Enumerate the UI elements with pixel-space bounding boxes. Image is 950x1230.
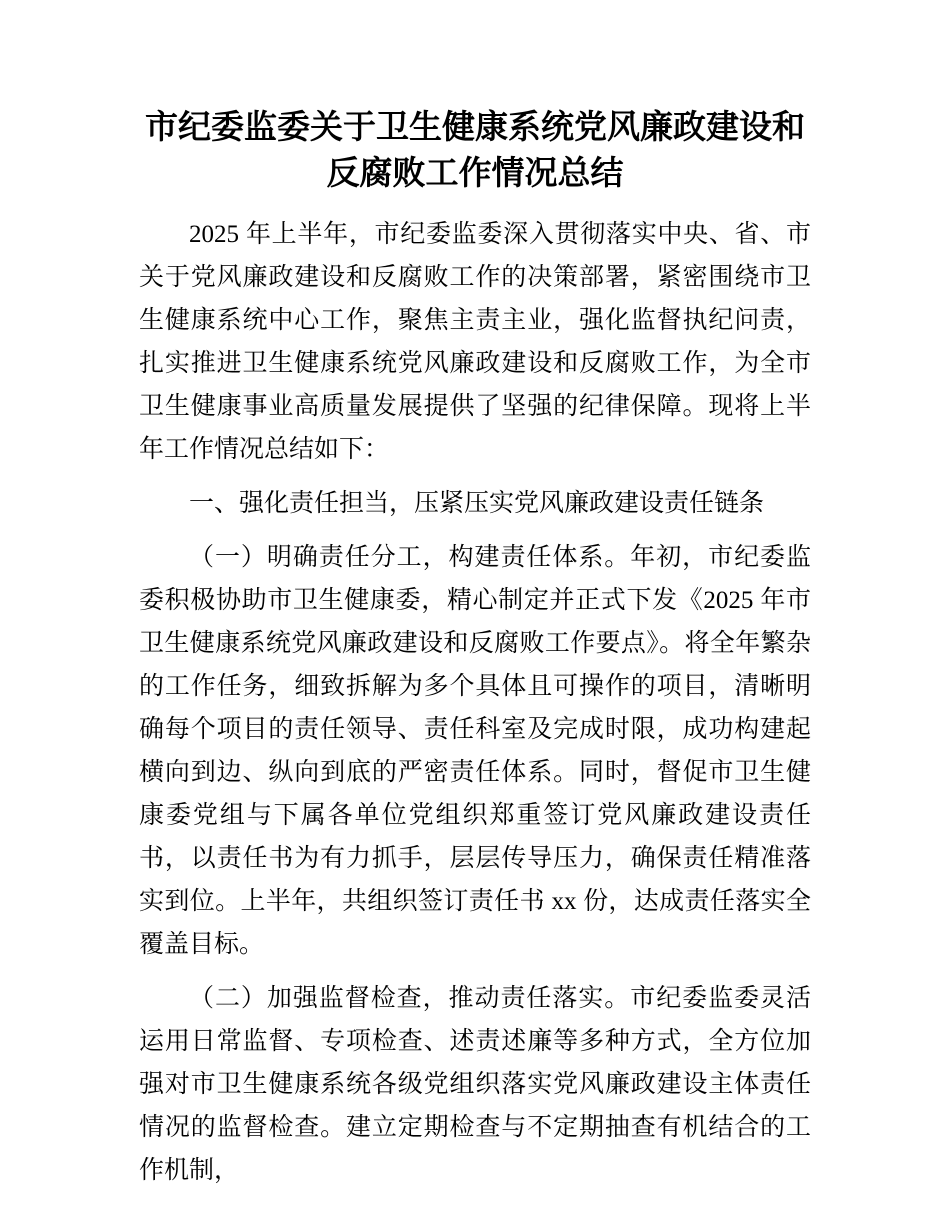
- section-heading-1: 一、强化责任担当，压紧压实党风廉政建设责任链条: [189, 490, 765, 517]
- paragraph-section-1-item-2: （二）加强监督检查，推动责任落实。市纪委监委灵活运用日常监督、专项检查、述责述廉等多种方式，全方位加强对市卫生健康系统各级党组织落实党风廉政建设主体责任情况的监督检查。建立定期检查与不定期抽查有机结合的工作机制，: [139, 985, 811, 1184]
- document-title: 市纪委监委关于卫生健康系统党风廉政建设和反腐败工作情况总结: [145, 108, 805, 191]
- paragraph-section-1-item-1: （一）明确责任分工，构建责任体系。年初，市纪委监委积极协助市卫生健康委，精心制定并正式下发《2025 年市卫生健康系统党风廉政建设和反腐败工作要点》。将全年繁杂的工作任务，细致拆解为多个具体且可操作的项目，清晰明确每个项目的责任领导、责任科室及完成时限，成功构建起横向到边、纵向到底的严密责任体系。同时，督促市卫生健康委党组与下属各单位党组织郑重签订党风廉政建设责任书，以责任书为有力抓手，层层传导压力，确保责任精准落实到位。上半年，共组织签订责任书 xx 份，达成责任落实全覆盖目标。: [139, 544, 811, 958]
- paragraph-intro: 2025 年上半年，市纪委监委深入贯彻落实中央、省、市关于党风廉政建设和反腐败工作的决策部署，紧密围绕市卫生健康系统中心工作，聚焦主责主业，强化监督执纪问责，扎实推进卫生健康系统党风廉政建设和反腐败工作，为全市卫生健康事业高质量发展提供了坚强的纪律保障。现将上半年工作情况总结如下：: [139, 221, 811, 463]
